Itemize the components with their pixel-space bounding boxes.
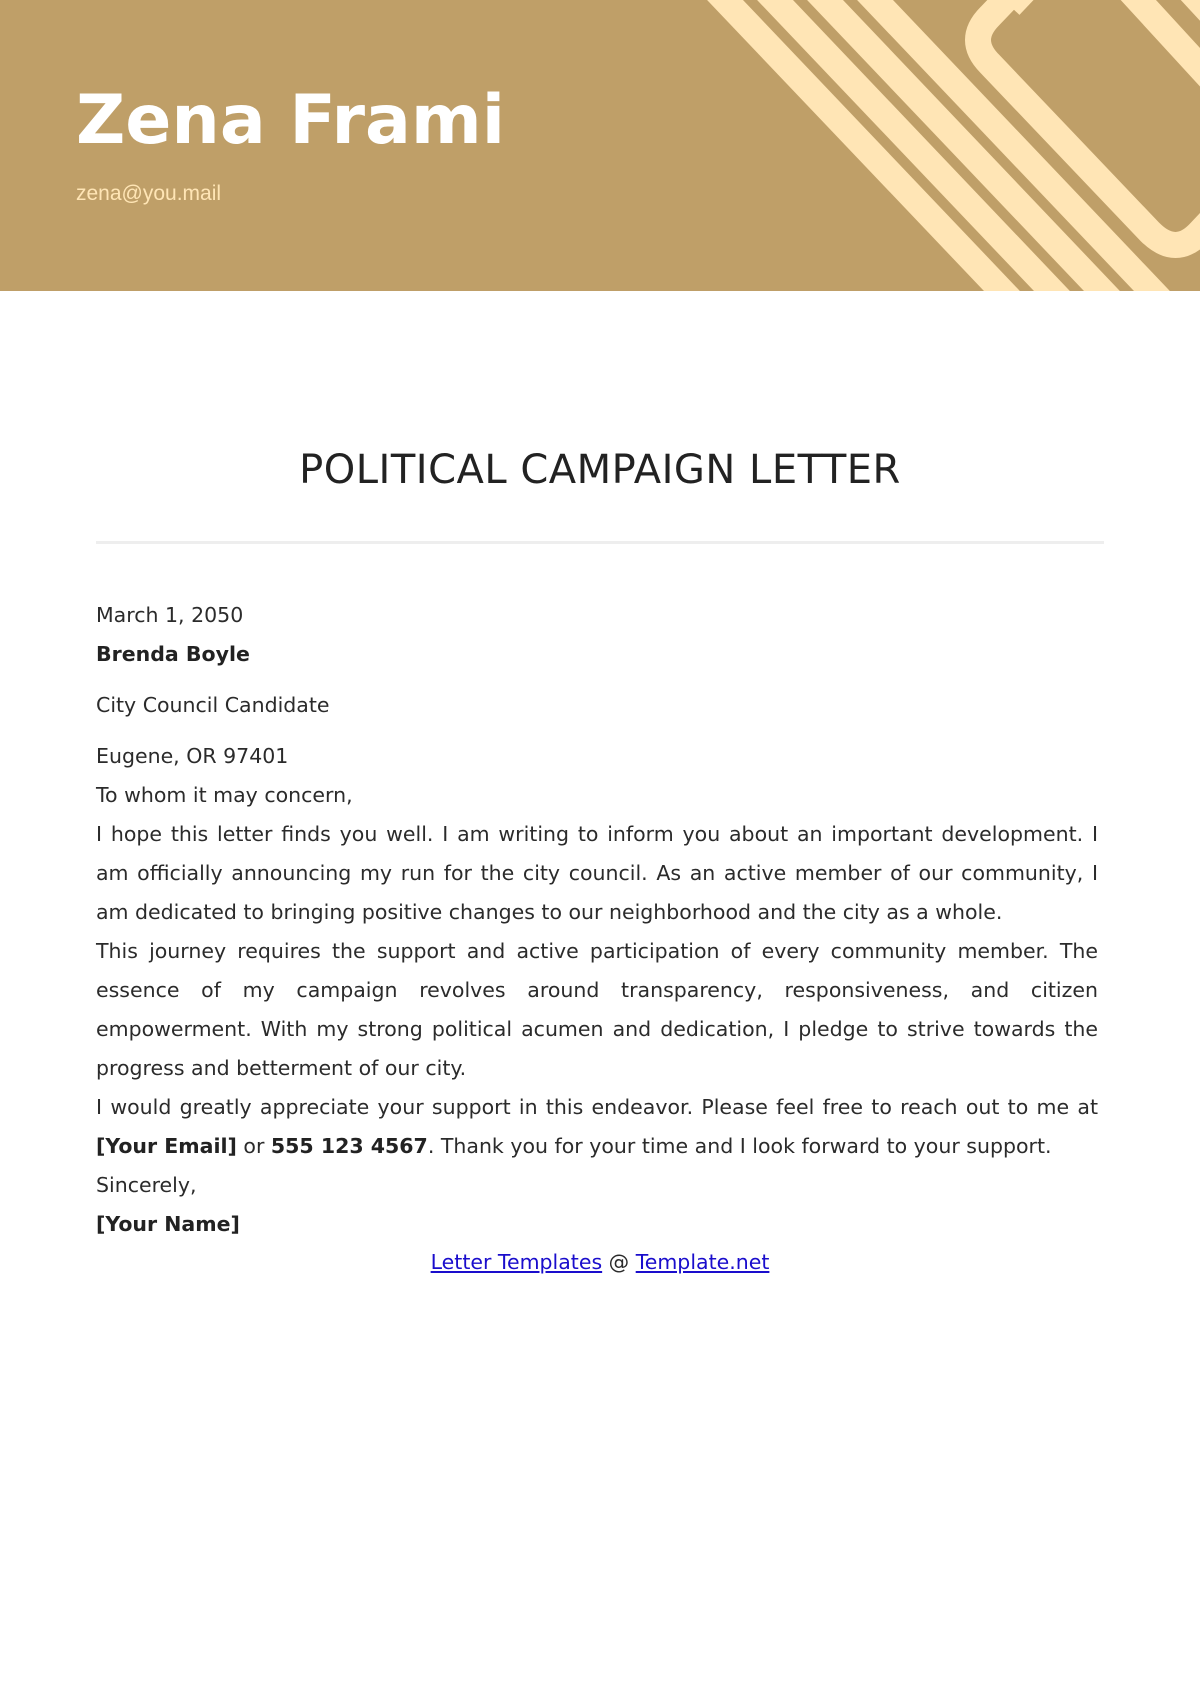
email-placeholder: [Your Email] xyxy=(96,1134,237,1158)
signature-placeholder: [Your Name] xyxy=(96,1212,240,1236)
salutation: To whom it may concern, xyxy=(96,783,353,807)
recipient-name: Brenda Boyle xyxy=(96,642,250,666)
letter-templates-link[interactable]: Letter Templates xyxy=(430,1250,603,1274)
phone-number: 555 123 4567 xyxy=(270,1134,428,1158)
paragraph-intro: I hope this letter finds you well. I am writing to inform you about an important development. I am officially announcing my run for the city council. As an active member of our community, I am dedicated to bringing positive changes to our neighborhood and the city as a whole. xyxy=(96,822,1098,924)
credit-separator: @ xyxy=(602,1250,636,1274)
sender-email: zena@you.mail xyxy=(76,182,222,205)
title-divider xyxy=(96,541,1104,544)
recipient-title: City Council Candidate xyxy=(96,693,330,717)
paragraph-campaign: This journey requires the support and active participation of every community member. The essence of my campaign revolves around transparency, responsiveness, and citizen empowerment. With my strong political acumen and dedication, I pledge to strive towards the progress and betterment of our city. xyxy=(96,939,1098,1080)
template-net-link[interactable]: Template.net xyxy=(635,1250,770,1274)
letter-date: March 1, 2050 xyxy=(96,603,244,627)
paragraph-contact xyxy=(96,1088,1098,1166)
document-title: POLITICAL CAMPAIGN LETTER xyxy=(299,447,901,493)
contact-text-end: . Thank you for your time and I look forward to your support. xyxy=(427,1134,1052,1158)
template-credit xyxy=(0,1243,1200,1282)
letter-body xyxy=(96,596,1098,1244)
recipient-address: Eugene, OR 97401 xyxy=(96,744,289,768)
contact-text-or: or xyxy=(236,1134,271,1158)
closing: Sincerely, xyxy=(96,1173,197,1197)
contact-text-start: I would greatly appreciate your support in this endeavor. Please feel free to reach out to me at xyxy=(96,1095,1098,1119)
sender-name: Zena Frami xyxy=(76,81,506,160)
letterhead-banner xyxy=(0,0,1200,291)
